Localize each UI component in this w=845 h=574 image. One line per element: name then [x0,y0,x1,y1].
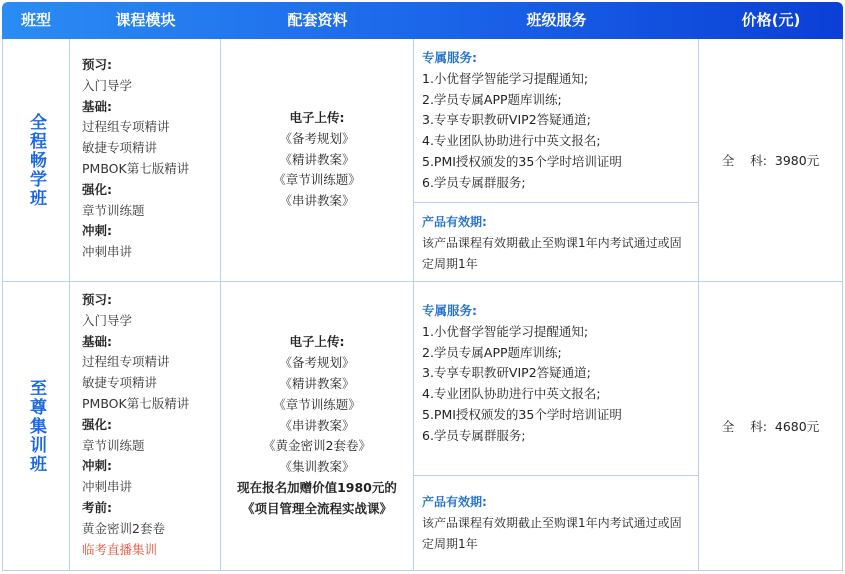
service-item: 3.专享专职教研VIP2答疑通道; [422,112,591,128]
row1-modules-cell [70,39,221,282]
service-item: 4.专业团队协助进行中英文报名; [422,133,601,149]
service-item: 1.小优督学智能学习提醒通知; [422,323,589,339]
material-item: 《备考规划》 [279,355,355,371]
service-item: 4.专业团队协助进行中英文报名; [422,386,601,402]
service-item: 1.小优督学智能学习提醒通知; [422,70,589,86]
row2-price-cell [699,282,843,571]
gift-notice: 现在报名加赠价值1980元的《项目管理全流程实战课》 [237,479,397,516]
row1-validity-cell [414,203,699,282]
header-materials: 配套资料 [287,11,348,29]
module-item: 入门导学 [82,77,133,93]
module-stage-heading: 冲刺: [82,458,112,474]
material-item: 《集训教案》 [279,459,355,475]
row2-type-cell [2,282,70,571]
service-item: 2.学员专属APP题库训练; [422,344,562,360]
module-item: 章节训练题 [82,437,145,453]
module-item: 敏捷专项精讲 [82,375,158,391]
module-stage-heading: 冲刺: [82,223,112,239]
header-type: 班型 [20,11,51,29]
module-item: 过程组专项精讲 [82,354,170,370]
price-value: 全 科: 4680元 [721,419,820,434]
validity-text: 该产品课程有效期截止至购课1年内考试通过或固定周期1年 [422,515,682,551]
price-value: 全 科: 3980元 [721,153,820,168]
module-stage-heading: 基础: [82,98,112,114]
service-item: 2.学员专属APP题库训练; [422,91,562,107]
module-item: 冲刺串讲 [82,244,133,260]
module-item: PMBOK第七版精讲 [82,160,190,176]
material-item: 《串讲教案》 [279,417,355,433]
module-item: 过程组专项精讲 [82,119,170,135]
class-type-label: 全程畅学班 [26,112,46,208]
module-stage-heading: 强化: [82,416,112,432]
materials-title: 电子上传: [289,334,345,350]
validity-title: 产品有效期: [422,495,487,509]
row2-validity-cell [414,476,699,571]
header-service: 班级服务 [526,11,587,29]
service-title: 专属服务: [422,50,477,65]
row1-service-cell [414,39,699,203]
material-item: 《精讲教案》 [279,151,355,167]
validity-text: 该产品课程有效期截止至购课1年内考试通过或固定周期1年 [422,235,682,271]
material-item: 《章节训练题》 [273,172,361,188]
service-item: 5.PMI授权颁发的35个学时培训证明 [422,406,622,422]
materials-title: 电子上传: [289,110,345,125]
module-item: 临考直播集训 [82,541,158,557]
row2-materials-cell [221,282,414,571]
row1-materials-cell [221,39,414,282]
module-item: 敏捷专项精讲 [82,140,158,156]
service-title: 专属服务: [422,303,477,318]
class-type-label: 至尊集训班 [26,378,46,474]
service-item: 3.专享专职教研VIP2答疑通道; [422,365,591,381]
row2-modules-cell [70,282,221,571]
module-stage-heading: 强化: [82,181,112,197]
module-item: 入门导学 [82,312,133,328]
table-body [2,39,843,571]
module-item: PMBOK第七版精讲 [82,395,190,411]
material-item: 《串讲教案》 [279,193,355,209]
material-item: 《黄金密训2套卷》 [263,438,371,454]
row1-type-cell [2,39,70,282]
validity-title: 产品有效期: [422,215,487,229]
module-stage-heading: 基础: [82,333,112,349]
module-item: 章节训练题 [82,202,145,218]
module-item: 冲刺串讲 [82,479,133,495]
row1-price-cell [699,39,843,282]
header-price: 价格(元) [741,11,801,29]
service-item: 5.PMI授权颁发的35个学时培训证明 [422,153,622,169]
material-item: 《章节训练题》 [273,396,361,412]
service-item: 6.学员专属群服务; [422,174,526,190]
module-stage-heading: 预习: [82,57,112,72]
table-header [2,2,843,39]
material-item: 《精讲教案》 [279,376,355,391]
material-item: 《备考规划》 [279,130,355,146]
module-stage-heading: 考前: [82,499,112,515]
module-item: 黄金密训2套卷 [82,520,165,536]
row2-service-cell [414,282,699,476]
module-stage-heading: 预习: [82,292,112,307]
header-modules: 课程模块 [115,11,176,29]
service-item: 6.学员专属群服务; [422,427,526,443]
